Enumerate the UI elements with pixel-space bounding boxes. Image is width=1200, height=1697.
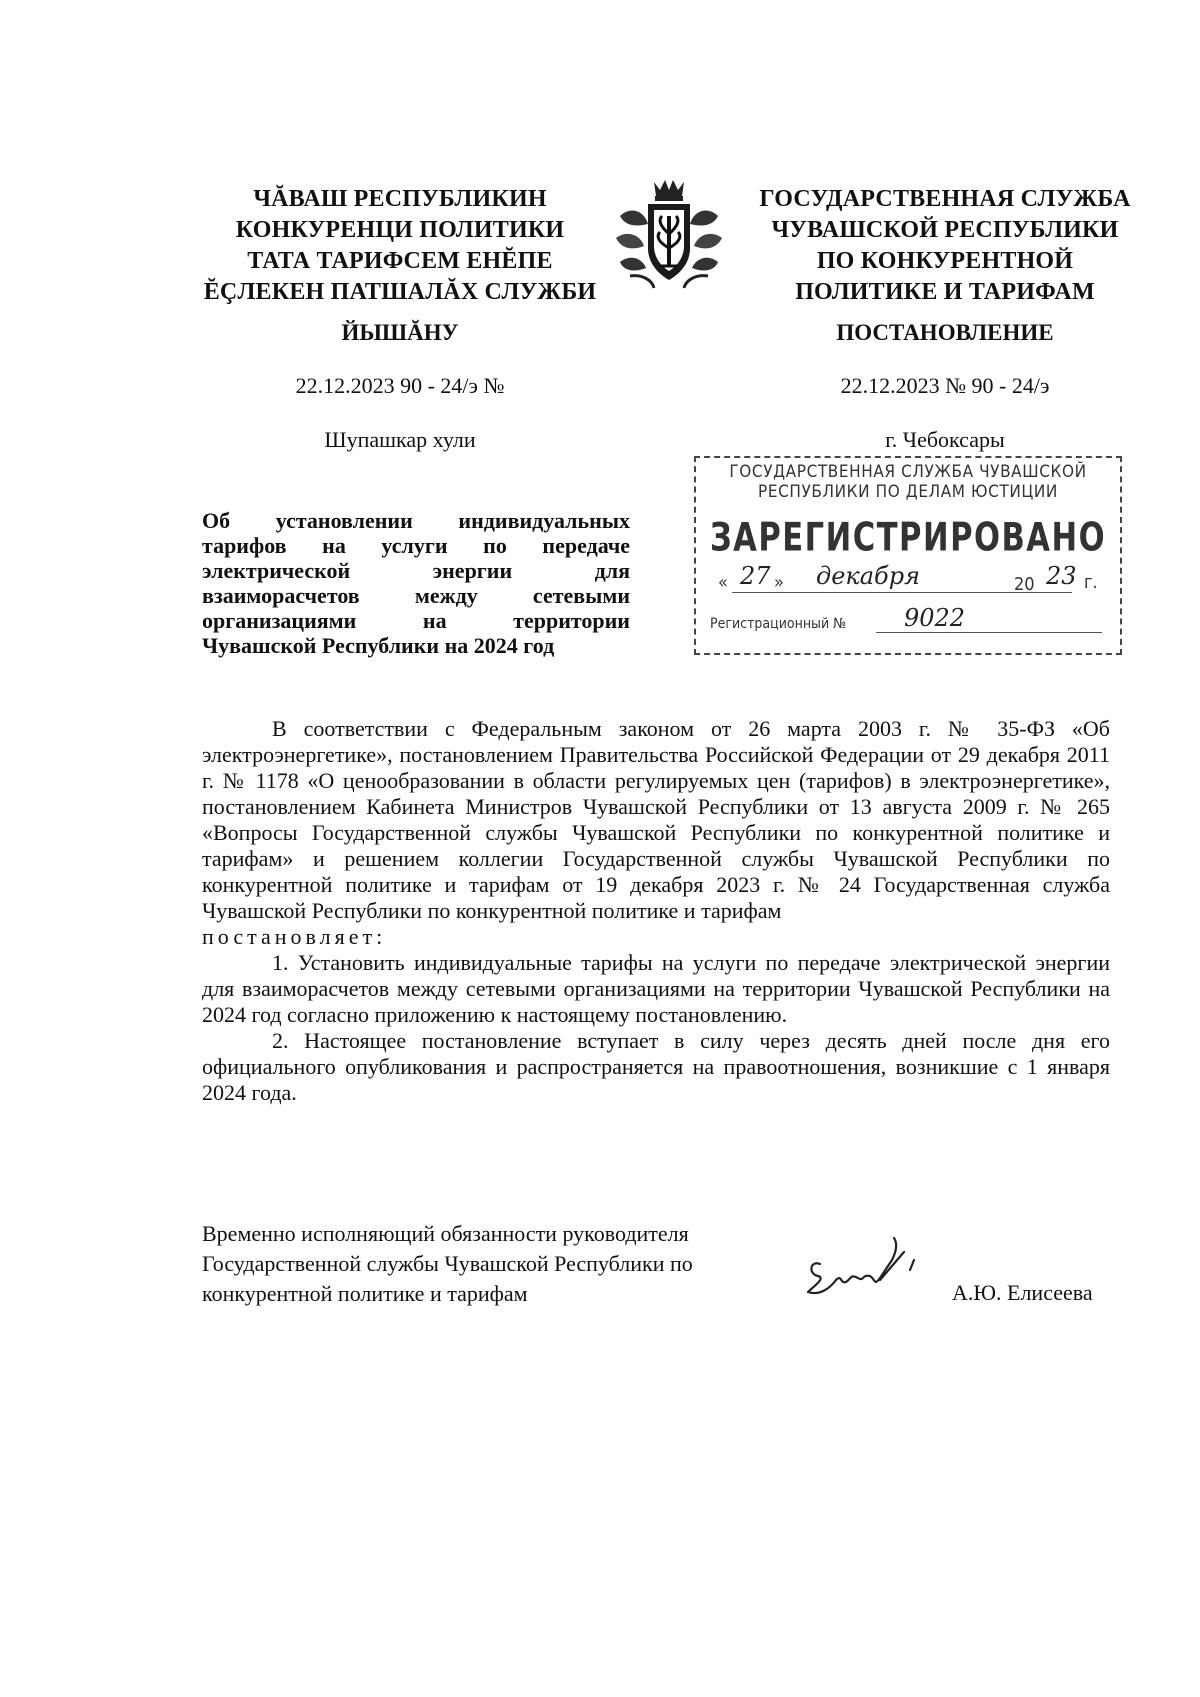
stamp-date-row: « 27 » декабря 20 23 г. bbox=[718, 562, 1098, 595]
right-doc-type: ПОСТАНОВЛЕНИЕ bbox=[836, 320, 1054, 345]
preamble-paragraph: В соответствии с Федеральным законом от 26 марта 2003 г. № 35-ФЗ «Об электроэнергетике», постановлением Правительства Российской Федерации от 29 декабря 2011 г. № 1178 «О ценообразовании в области регулируемых цен (тарифов) в электроэнергетике», постановлением Кабинета Министров Чувашской Республики от 13 августа 2009 г. № 265 «Вопросы Государственной службы Чувашской Республики по конкурентной политике и тарифам» и решением коллегии Государственной службы Чувашской Республики по конкурентной политике и тарифам от 19 декабря 2023 г. № 24 Государственная служба Чувашской Республики по конкурентной политике и тарифам bbox=[202, 716, 1110, 923]
signatory-position bbox=[202, 1219, 742, 1309]
subject-line: Чувашской Республики на 2024 год bbox=[202, 633, 555, 658]
left-doc-type: ЙЫШĂНУ bbox=[341, 320, 459, 345]
decree-item-2: 2. Настоящее постановление вступает в силу через десять дней после дня его официального опубликования и распространяется на правоотношения, возникшие с 1 января 2024 года. bbox=[202, 1028, 1110, 1105]
right-date-number: 22.12.2023 № 90 - 24/э bbox=[840, 373, 1050, 398]
stamp-title: ЗАРЕГИСТРИРОВАНО bbox=[709, 515, 1107, 561]
signatory-name: А.Ю. Елисеева bbox=[952, 1280, 1093, 1305]
decree-item-1: 1. Установить индивидуальные тарифы на услуги по передаче электрической энергии для взаиморасчетов между сетевыми организациями на территории Чувашской Республики на 2024 год согласно приложению к настоящему постановлению. bbox=[202, 950, 1110, 1027]
subject-line: Об установлении индивидуальных bbox=[202, 508, 630, 533]
stamp-org-line: ГОСУДАРСТВЕННАЯ СЛУЖБА ЧУВАШСКОЙ bbox=[729, 462, 1087, 482]
coat-of-arms-icon bbox=[610, 176, 728, 291]
right-header-line: ПО КОНКУРЕНТНОЙ bbox=[816, 248, 1074, 274]
left-date-number: 22.12.2023 90 - 24/э № bbox=[295, 373, 505, 398]
right-city: г. Чебоксары bbox=[885, 427, 1005, 452]
subject-line: электрической энергии для bbox=[202, 558, 630, 583]
stamp-month: декабря bbox=[816, 562, 920, 590]
right-header bbox=[740, 184, 1150, 308]
left-header bbox=[200, 184, 600, 308]
decree-word: постановляет: bbox=[202, 924, 387, 949]
stamp-reg-row bbox=[696, 604, 1120, 640]
right-header-line: ПОЛИТИКЕ И ТАРИФАМ bbox=[795, 279, 1095, 305]
subject-line: организациями на территории bbox=[202, 608, 630, 633]
right-header-line: ГОСУДАРСТВЕННАЯ СЛУЖБА bbox=[759, 186, 1131, 212]
document-body bbox=[202, 716, 1110, 1106]
stamp-reg-number: 9022 bbox=[904, 604, 966, 632]
signatory-position-line: Временно исполняющий обязанности руководителя bbox=[202, 1221, 689, 1246]
left-header-line: ĔÇЛЕКЕН ПАТШАЛĂХ СЛУЖБИ bbox=[203, 279, 597, 305]
stamp-year-prefix: 20 bbox=[1014, 574, 1035, 595]
left-header-line: ЧĂВАШ РЕСПУБЛИКИН bbox=[253, 186, 547, 212]
stamp-year-suffix: 23 bbox=[1046, 562, 1077, 590]
registration-stamp bbox=[694, 456, 1122, 655]
stamp-reg-label: Регистрационный № bbox=[710, 616, 847, 632]
document-subject bbox=[202, 508, 630, 658]
left-city: Шупашкар хули bbox=[324, 427, 476, 452]
subject-line: взаиморасчетов между сетевыми bbox=[202, 583, 630, 608]
left-header-line: ТАТА ТАРИФСЕМ ЕНĔПЕ bbox=[247, 248, 553, 274]
signatory-position-line: конкурентной политике и тарифам bbox=[202, 1281, 528, 1306]
stamp-day: 27 bbox=[740, 562, 771, 590]
subject-line: тарифов на услуги по передаче bbox=[202, 533, 630, 558]
right-header-line: ЧУВАШСКОЙ РЕСПУБЛИКИ bbox=[771, 217, 1119, 243]
signatory-position-line: Государственной службы Чувашской Республики по bbox=[202, 1251, 693, 1276]
stamp-org-line: РЕСПУБЛИКИ ПО ДЕЛАМ ЮСТИЦИИ bbox=[758, 482, 1058, 502]
handwritten-signature bbox=[800, 1230, 930, 1310]
left-header-line: КОНКУРЕНЦИ ПОЛИТИКИ bbox=[235, 217, 565, 243]
